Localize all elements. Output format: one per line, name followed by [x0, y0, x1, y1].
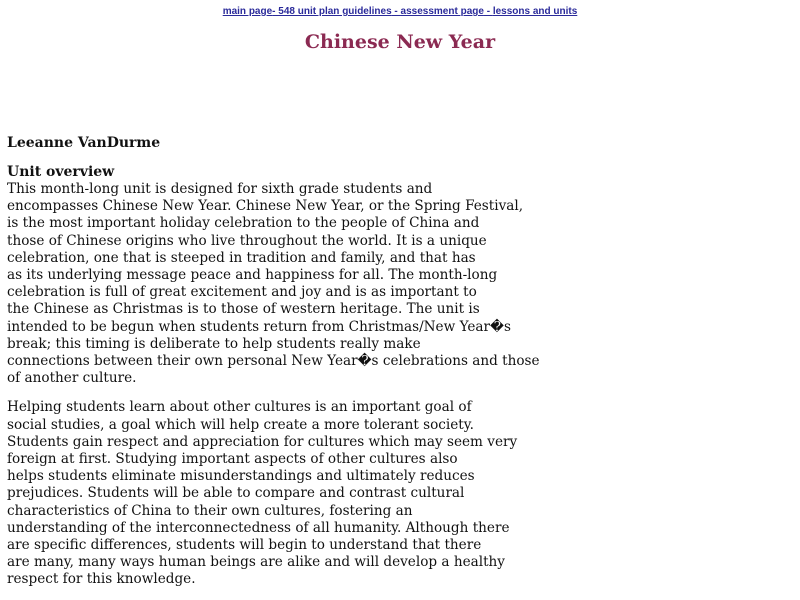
text-line: This month-long unit is designed for sixth grade students and — [7, 181, 433, 197]
overview-paragraph-2 — [7, 399, 587, 588]
page-title: Chinese New Year — [304, 31, 496, 53]
text-line: respect for this knowledge. — [7, 571, 196, 588]
author-name: Leeanne VanDurme — [7, 135, 161, 151]
text-line: is the most important holiday celebration to the people of China and — [7, 215, 480, 232]
text-line: helps students eliminate misunderstandings and ultimately reduces — [7, 468, 475, 485]
text-line: as its underlying message peace and happiness for all. The month-long — [7, 267, 498, 284]
text-line: encompasses Chinese New Year. Chinese New Year, or the Spring Festival, — [7, 198, 524, 215]
text-line: characteristics of China to their own cultures, fostering an — [7, 502, 413, 519]
text-line: are specific differences, students will begin to understand that there — [7, 537, 482, 554]
text-line: break; this timing is deliberate to help students really make — [7, 335, 421, 352]
text-line: of another culture. — [7, 370, 137, 387]
section-heading: Unit overview — [7, 164, 115, 180]
text-line: Students gain respect and appreciation for cultures which may seem very — [7, 433, 518, 450]
nav-link-assessment-page[interactable]: assessment page — [400, 6, 484, 17]
nav-separator: - — [272, 6, 276, 17]
nav-link-main-page[interactable]: main page — [222, 6, 273, 17]
text-line: celebration, one that is steeped in tradition and family, and that has — [7, 249, 476, 266]
overview-paragraph-1 — [7, 181, 587, 387]
unit-overview-section — [7, 163, 587, 589]
text-line: celebration is full of great excitement and joy and is as important to — [7, 284, 477, 301]
text-line: social studies, a goal which will help create a more tolerant society. — [7, 416, 474, 433]
nav-separator: - — [391, 6, 401, 17]
text-line: are many, many ways human beings are alike and will develop a healthy — [7, 554, 505, 571]
text-line: understanding of the interconnectedness of all humanity. Although there — [7, 519, 510, 536]
top-navigation — [0, 6, 800, 18]
nav-separator: - — [483, 6, 493, 17]
nav-link-unit-plan-guidelines[interactable]: 548 unit plan guidelines — [275, 6, 392, 17]
text-line: those of Chinese origins who live throughout the world. It is a unique — [7, 232, 487, 249]
text-line: connections between their own personal New Year�s celebrations and those — [7, 353, 540, 370]
text-line: prejudices. Students will be able to compare and contrast cultural — [7, 485, 465, 502]
text-line: intended to be begun when students return from Christmas/New Year�s — [7, 318, 511, 335]
text-line: the Chinese as Christmas is to those of western heritage. The unit is — [7, 301, 480, 318]
text-line: foreign at first. Studying important aspects of other cultures also — [7, 451, 458, 468]
nav-link-lessons-and-units[interactable]: lessons and units — [492, 6, 578, 17]
text-line: Helping students learn about other cultures is an important goal of — [7, 399, 472, 416]
